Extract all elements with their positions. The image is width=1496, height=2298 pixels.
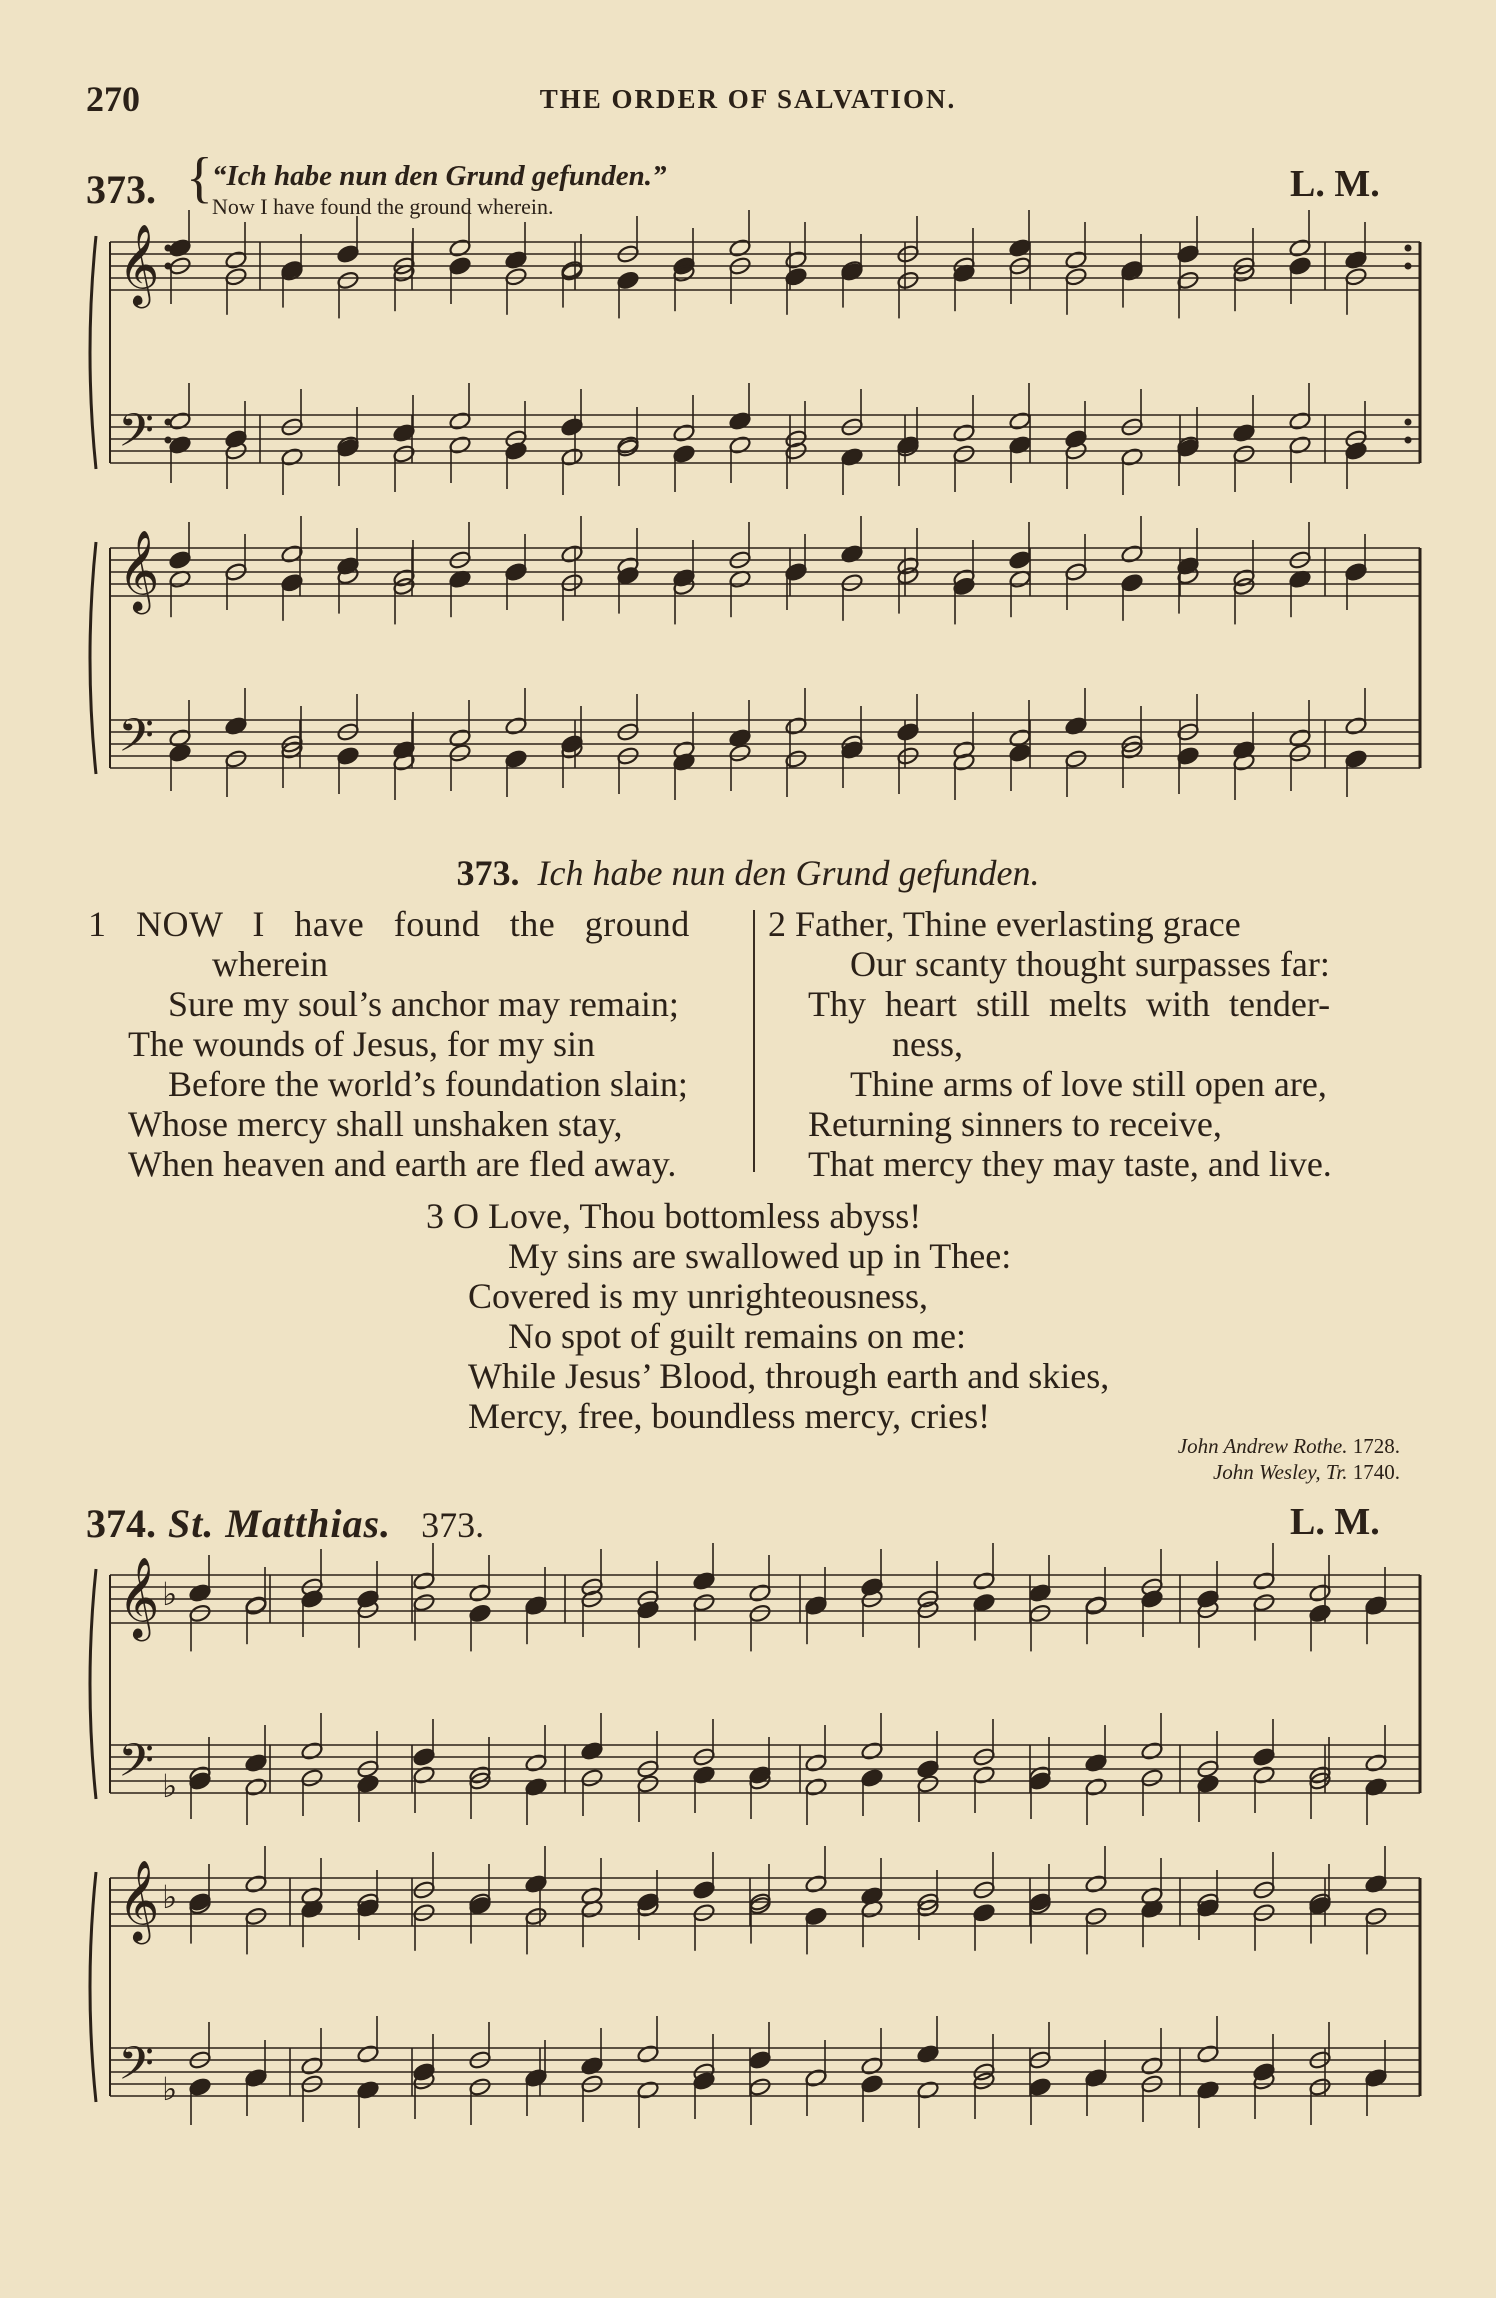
system-2-bass-clef: 𝄢: [118, 709, 155, 774]
repeat-dot: [1405, 437, 1412, 444]
verse-3-line-5: While Jesus’ Blood, through earth and skies,: [468, 1356, 1110, 1396]
hymn-374-tune-name: St. Matthias.: [168, 1501, 392, 1546]
text-heading-title: Ich habe nun den Grund gefunden.: [537, 853, 1040, 893]
verse-1-line-5: Before the world’s foundation slain;: [168, 1064, 688, 1104]
verse-2-line-7: That mercy they may taste, and live.: [808, 1144, 1332, 1184]
verse-1-line-1: 1 NOW I have found the ground: [88, 904, 690, 944]
hymn-374-ref: 373.: [421, 1505, 485, 1545]
system-1-treble-clef: 𝄞: [118, 223, 160, 305]
system-2-treble-clef: 𝄞: [118, 529, 160, 611]
system-1-bass-clef: 𝄢: [118, 404, 155, 469]
system-3-bass-clef: 𝄢: [118, 1734, 155, 1799]
credit-translator: [1213, 1460, 1400, 1485]
repeat-dot: [165, 245, 172, 252]
verse-2-line-5: Thine arms of love still open are,: [850, 1064, 1327, 1104]
repeat-dot: [165, 437, 172, 444]
system-3-treble-clef: 𝄞: [118, 1556, 160, 1638]
system-4-key-flat: ♭: [162, 2070, 178, 2108]
column-divider: [753, 910, 755, 1172]
hymn-373-english-title: Now I have found the ground wherein.: [212, 194, 554, 219]
verse-3-line-1: 3 O Love, Thou bottomless abyss!: [426, 1196, 922, 1236]
system-4-bass-clef: 𝄢: [118, 2037, 155, 2102]
hymn-373-number: 373.: [86, 167, 156, 212]
page-number: 270: [86, 79, 140, 119]
verse-2-line-6: Returning sinners to receive,: [808, 1104, 1222, 1144]
credit-translator-name: John Wesley, Tr.: [1212, 1460, 1348, 1484]
verse-2-line-3: Thy heart still melts with tender-: [808, 984, 1331, 1024]
credit-author: [1178, 1434, 1400, 1459]
hymn-374-number: 374.: [86, 1501, 156, 1546]
verse-3-line-2: My sins are swallowed up in Thee:: [508, 1236, 1012, 1276]
text-heading-number: 373.: [456, 853, 520, 893]
hymn-374-meter: L. M.: [1290, 1501, 1380, 1543]
verse-3-line-6: Mercy, free, boundless mercy, cries!: [468, 1396, 991, 1436]
system-3-key-flat: ♭: [162, 1767, 178, 1805]
credit-author-year: 1728.: [1352, 1434, 1400, 1458]
system-4-key-flat: ♭: [162, 1878, 178, 1916]
system-2-brace: [90, 542, 96, 774]
system-3-key-flat: ♭: [162, 1575, 178, 1613]
hymn-374-heading: [86, 1500, 484, 1547]
repeat-dot: [1405, 245, 1412, 252]
repeat-dot: [1405, 419, 1412, 426]
verse-1-line-4: The wounds of Jesus, for my sin: [128, 1024, 595, 1064]
hymn-373-german-title: “Ich habe nun den Grund gefunden.”: [212, 160, 667, 192]
verse-1-line-7: When heaven and earth are fled away.: [128, 1144, 677, 1184]
verse-3-line-3: Covered is my unrighteousness,: [468, 1276, 928, 1316]
verse-2-line-1: 2 Father, Thine everlasting grace: [768, 904, 1241, 944]
title-brace: {: [186, 147, 213, 209]
verse-2-line-2: Our scanty thought surpasses far:: [850, 944, 1330, 984]
verse-2-line-4: ness,: [892, 1024, 963, 1064]
repeat-dot: [165, 419, 172, 426]
system-1-brace: [90, 236, 96, 469]
credit-translator-year: 1740.: [1352, 1460, 1400, 1484]
verse-1-line-3: Sure my soul’s anchor may remain;: [168, 984, 679, 1024]
repeat-dot: [1405, 263, 1412, 270]
running-title: THE ORDER OF SALVATION.: [539, 84, 957, 114]
verse-1-line-2: wherein: [212, 944, 328, 984]
verse-3-line-4: No spot of guilt remains on me:: [508, 1316, 966, 1356]
system-3-brace: [90, 1569, 96, 1799]
system-4-treble-clef: 𝄞: [118, 1859, 160, 1941]
repeat-dot: [165, 263, 172, 270]
verse-1-line-6: Whose mercy shall unshaken stay,: [128, 1104, 623, 1144]
hymn-373-text-heading: [0, 852, 1496, 894]
hymn-373-meter: L. M.: [1290, 163, 1380, 205]
system-4-brace: [90, 1872, 96, 2102]
credit-author-name: John Andrew Rothe.: [1177, 1434, 1348, 1458]
